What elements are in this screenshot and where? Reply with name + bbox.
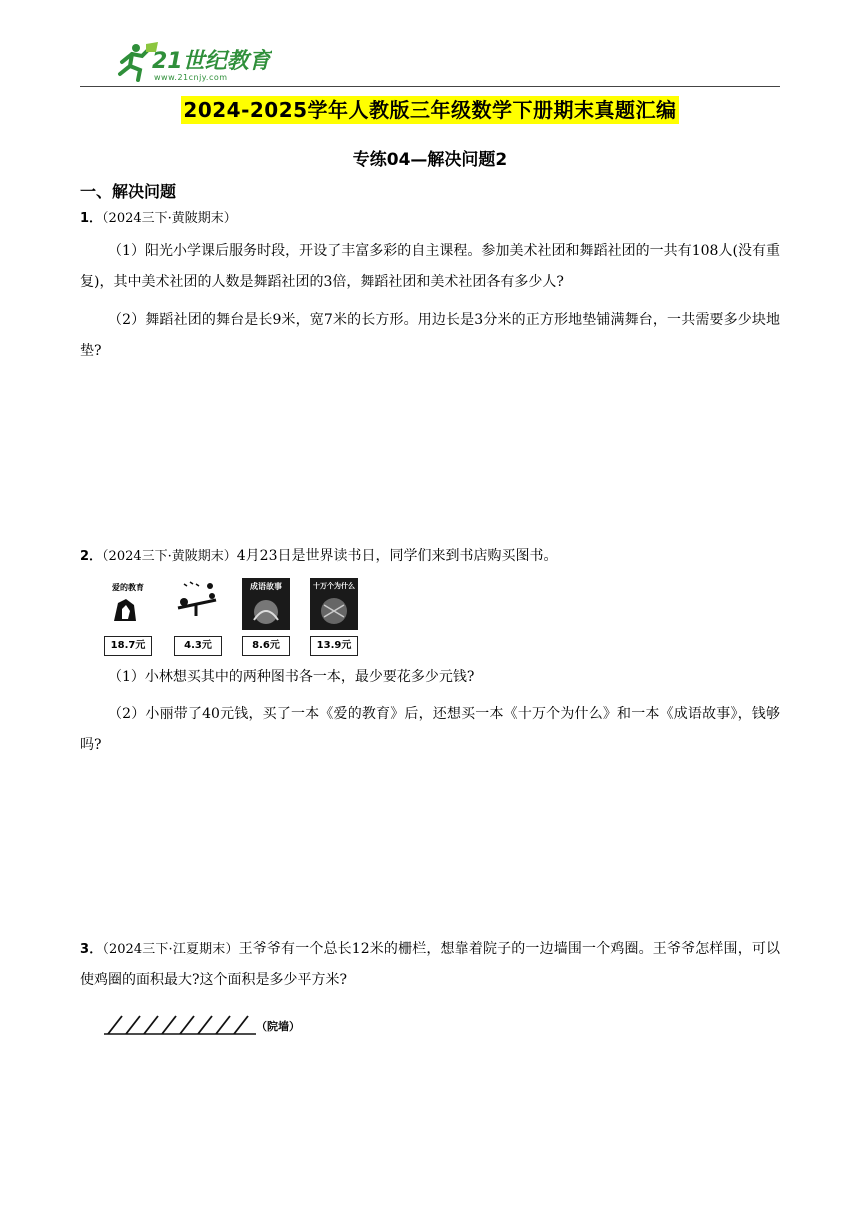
question-2-header — [80, 545, 558, 565]
wall-label: （院墙） — [256, 1020, 300, 1033]
book-cover-3 — [242, 578, 290, 630]
book-3-illustration — [242, 592, 290, 630]
header-divider — [80, 86, 780, 87]
section-heading: 一、解决问题 — [80, 182, 177, 201]
question-3-text: 王爷爷有一个总长12米的栅栏，想靠着院子的一边墙围一个鸡圈。王爷爷怎样围，可以使鸡圈的面积最大?这个面积是多少平方米? — [80, 941, 781, 988]
book-2-illustration — [174, 578, 222, 628]
book-4-price-tag: 13.9元 — [310, 636, 358, 656]
question-2-number: 2． — [80, 549, 103, 564]
book-1-title: 爱的教育 — [112, 582, 144, 592]
question-2-source: （2024三下·黄陂期末） — [102, 549, 237, 564]
svg-text:21世纪教育: 21世纪教育 — [152, 49, 271, 74]
wall-figure — [104, 1012, 324, 1038]
page-subtitle: 专练04—解决问题2 — [352, 150, 508, 170]
books-figure — [104, 578, 374, 658]
question-1-part-1: （1）阳光小学课后服务时段，开设了丰富多彩的自主课程。参加美术社团和舞蹈社团的一共有108人(没有重复)，其中美术社团的人数是舞蹈社团的3倍，舞蹈社团和美术社团各有多少人? — [80, 243, 780, 290]
book-cover-4 — [310, 578, 358, 630]
wall-hatch-icon — [104, 1012, 260, 1036]
site-logo — [102, 40, 272, 84]
question-1-header — [80, 207, 237, 226]
book-2-price-tag: 4.3元 — [174, 636, 222, 656]
book-4-title: 十万个为什么 — [313, 581, 355, 590]
book-cover-2 — [174, 578, 222, 638]
question-1-number: 1． — [80, 211, 103, 226]
book-1-price-tag: 18.7元 — [104, 636, 152, 656]
book-3-price-tag: 8.6元 — [242, 636, 290, 656]
question-2-part-2: （2）小丽带了40元钱，买了一本《爱的教育》后，还想买一本《十万个为什么》和一本《成语故事》，钱够吗? — [80, 706, 780, 753]
title-container — [0, 96, 860, 124]
question-3 — [80, 934, 780, 996]
book-1-illustration — [104, 593, 152, 623]
svg-text:www.21cnjy.com: www.21cnjy.com — [154, 73, 228, 82]
question-2-intro: 4月23日是世界读书日，同学们来到书店购买图书。 — [236, 548, 558, 564]
book-3-title: 成语故事 — [250, 581, 282, 591]
page-title: 2024-2025学年人教版三年级数学下册期末真题汇编 — [183, 98, 677, 122]
question-1-source: （2024三下·黄陂期末） — [102, 211, 237, 226]
question-2-part-1: （1）小林想买其中的两种图书各一本，最少要花多少元钱? — [108, 669, 475, 685]
book-cover-1 — [104, 578, 152, 638]
question-3-source: （2024三下·江夏期末） — [102, 942, 239, 957]
question-3-number: 3． — [80, 942, 103, 957]
question-1-part-2: （2）舞蹈社团的舞台是长9米，宽7米的长方形。用边长是3分米的正方形地垫铺满舞台，一共需要多少块地垫? — [80, 312, 780, 359]
book-4-illustration — [310, 591, 358, 629]
